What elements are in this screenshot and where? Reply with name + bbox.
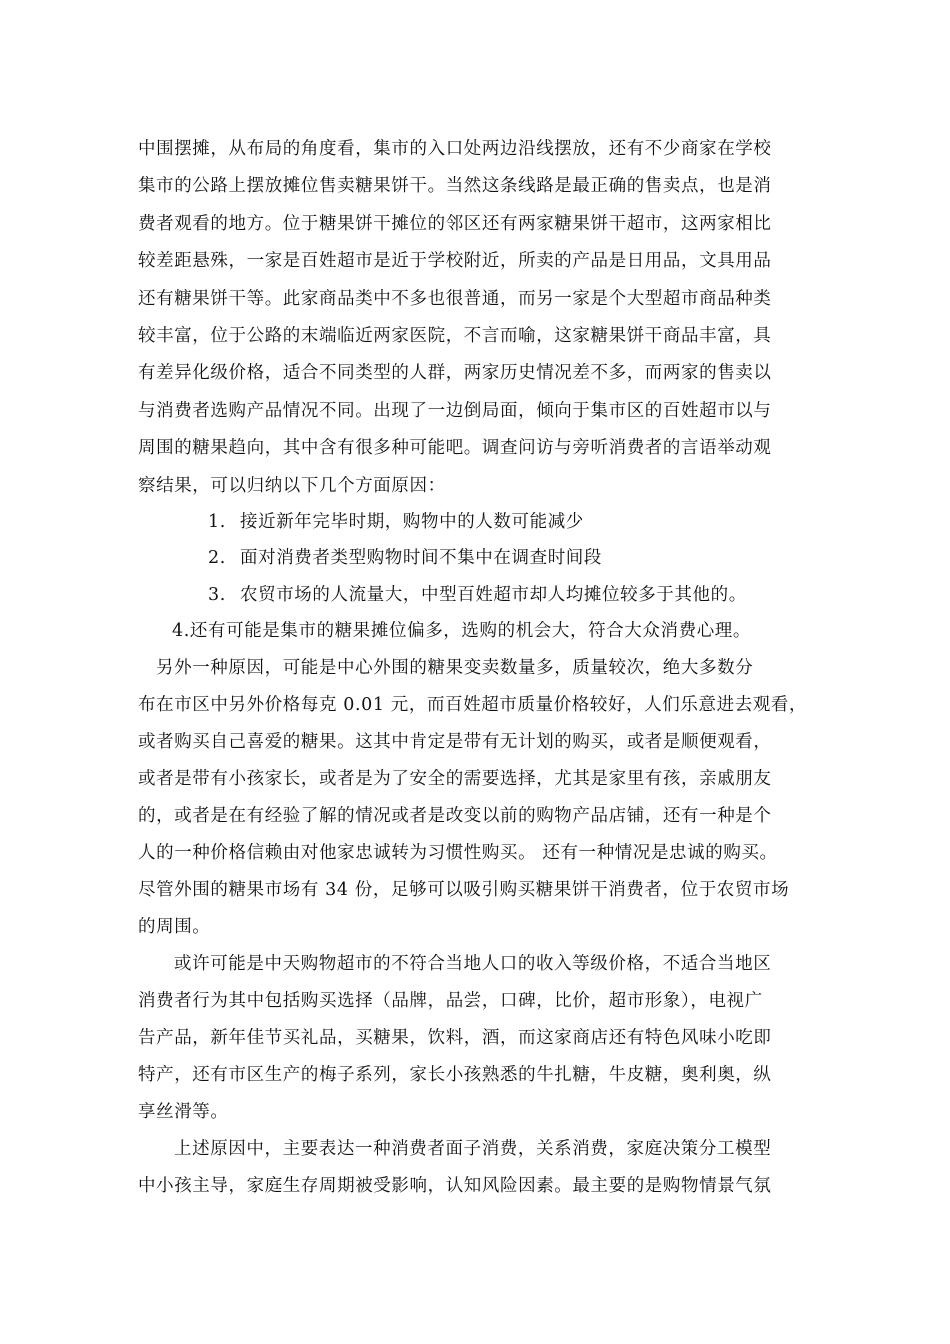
text-line: 周围的糖果趋向，其中含有很多种可能吧。调查问访与旁听消费者的言语举动观 xyxy=(138,438,772,458)
text-line: 集市的公路上摆放摊位售卖糖果饼干。当然这条线路是最正确的售卖点，也是消 xyxy=(138,176,772,196)
text-line: 告产品，新年佳节买礼品，买糖果，饮料，酒，而这家商店还有特色风味小吃即 xyxy=(138,1028,772,1048)
list-item xyxy=(208,511,584,533)
text-line: 或许可能是中天购物超市的不符合当地人口的收入等级价格，不适合当地区 xyxy=(174,954,772,974)
text-line: 较差距悬殊，一家是百姓超市是近于学校附近，所卖的产品是日用品，文具用品 xyxy=(138,251,772,271)
text-line: 或者是带有小孩家长，或者是为了安全的需要选择，尤其是家里有孩，亲戚朋友 xyxy=(138,769,772,789)
text-line: 还有糖果饼干等。此家商品类中不多也很普通，而另一家是个大型超市商品种类 xyxy=(138,289,772,309)
text-line: 的，或者是在有经验了解的情况或者是改变以前的购物产品店铺，还有一种是个 xyxy=(138,806,772,826)
text-line: 中围摆摊，从布局的角度看，集市的入口处两边沿线摆放，还有不少商家在学校 xyxy=(138,139,772,159)
text-line: 特产，还有市区生产的梅子系列，家长小孩熟悉的牛扎糖，牛皮糖，奥利奥，纵 xyxy=(138,1065,772,1085)
text-line: 或者购买自己喜爱的糖果。这其中肯定是带有无计划的购买，或者是顺便观看， xyxy=(138,732,772,752)
text-line: 中小孩主导，家庭生存周期被受影响，认知风险因素。最主要的是购物情景气氛 xyxy=(138,1176,772,1196)
text-line: 消费者行为其中包括购买选择（品牌，品尝，口碑，比价，超市形象），电视广 xyxy=(138,991,763,1011)
text-line: 费者观看的地方。位于糖果饼干摊位的邻区还有两家糖果饼干超市，这两家相比 xyxy=(138,214,772,234)
list-number: 3. xyxy=(208,585,226,605)
text-line: 较丰富，位于公路的末端临近两家医院，不言而喻，这家糖果饼干商品丰富，具 xyxy=(138,326,772,346)
list-text: 农贸市场的人流量大，中型百姓超市却人均摊位较多于其他的。 xyxy=(240,585,747,605)
text-line: 人的一种价格信赖由对他家忠诚转为习惯性购买。 还有一种情况是忠诚的购买。 xyxy=(138,843,778,863)
list-item xyxy=(208,584,747,606)
text-line: 的周围。 xyxy=(138,917,211,937)
list-item xyxy=(208,547,602,569)
text-line: 另外一种原因，可能是中心外围的糖果变卖数量多，质量较次，绝大多数分 xyxy=(156,658,754,678)
text-line: 上述原因中，主要表达一种消费者面子消费，关系消费，家庭决策分工模型 xyxy=(174,1139,772,1159)
text-line: 察结果，可以归纳以下几个方面原因： xyxy=(138,476,446,496)
list-text: 面对消费者类型购物时间不集中在调查时间段 xyxy=(240,548,602,568)
list-text: 接近新年完毕时期，购物中的人数可能减少 xyxy=(240,512,584,532)
text-line: 尽管外围的糖果市场有 34 份，足够可以吸引购买糖果饼干消费者，位于农贸市场 xyxy=(138,880,790,900)
text-line: 有差异化级价格，适合不同类型的人群，两家历史情况差不多，而两家的售卖以 xyxy=(138,363,772,383)
text-line: 布在市区中另外价格每克 0.01 元，而百姓超市质量价格较好，人们乐意进去观看， xyxy=(138,695,808,715)
list-number: 1. xyxy=(208,512,226,532)
list-number: 2. xyxy=(208,548,226,568)
list-item: 4.还有可能是集市的糖果摊位偏多，选购的机会大，符合大众消费心理。 xyxy=(172,621,751,641)
text-line: 享丝滑等。 xyxy=(138,1102,229,1122)
text-line: 与消费者选购产品情况不同。出现了一边倒局面，倾向于集市区的百姓超市以与 xyxy=(138,401,772,421)
